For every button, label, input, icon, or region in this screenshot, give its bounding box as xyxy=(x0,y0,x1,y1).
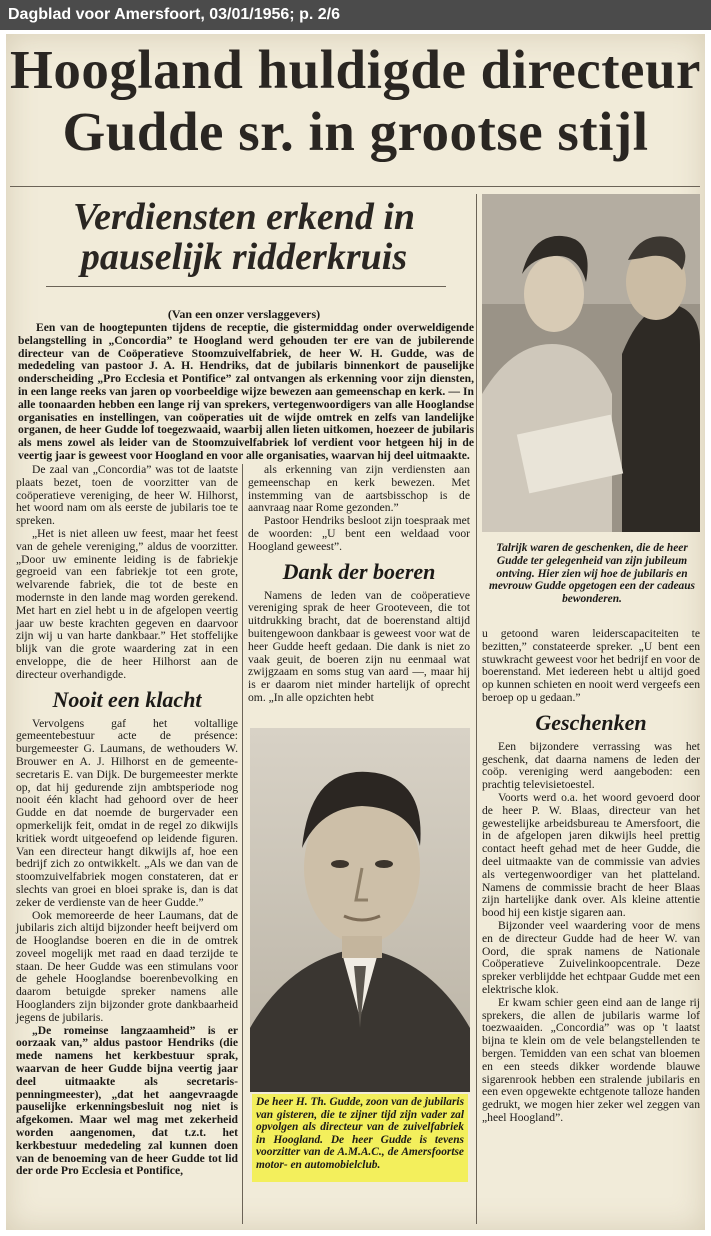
col3-heading: Geschenken xyxy=(535,709,647,735)
col2-paragraph: Pastoor Hendriks besloot zijn toespraak met de woorden: „U bent een weldaad voor Hoogland geweest”. xyxy=(248,514,470,553)
col1-paragraph: „Het is niet alleen uw feest, maar het feest van de gehele vereniging,” aldus de voorzitter. „Door uw eminente leiding is de fabriekje gegroeid van een fabriekje tot een grote, welvarende fabriek, die tot de beste en modernste in den lande mag worden gerekend. Met hart en ziel hebt u in de afgelopen veertig jaar uw beste krachten gegeven en daarvoor zijn wij u van harte dankbaar.” Het stoffelijke blijk van die grote waardering zat in een enveloppe, die de heer Hilhorst aan de directeur overhandigde. xyxy=(16,526,238,681)
col2-paragraph: als erkenning van zijn verdiensten aan gemeenschap en kerk bewezen. Met instemming van de aartsbisschop is de aanvraag naar Rome gezonden.” xyxy=(248,463,470,515)
column-1 xyxy=(16,464,238,1178)
col1-paragraph: Ook memoreerde de heer Laumans, dat de jubilaris zich altijd bijzonder heeft beijverd om de Hooglandse boeren en die in de omtrek zoveel mogelijk met raad en daad terzijde te staan. De heer Gudde was een stimulans voor de gehele Hooglandse boerenbevolking en daarom betuigde spreker namens alle Hooglanders zijn bijzonder grote dankbaarheid jegens de jubilaris. xyxy=(16,908,238,1024)
portrait-illustration xyxy=(250,728,470,1092)
column-2 xyxy=(248,464,470,705)
col2-paragraph: Namens de leden van de coöperatieve vereniging sprak de heer Grooteveen, die tot uitdrukking bracht, dat de boerenstand altijd buitengewoon dankbaar is geweest voor wat de heer Gudde heeft gedaan. Die dank is niet zo vaak geuit, de boeren zijn nu eenmaal wat zwijgzaam en soms stug van aard —, maar hij is er daarom niet minder hartelijk of oprecht om. „In alle opzichten hebt xyxy=(248,588,470,704)
col1-paragraph: „De romeinse langzaamheid” is er oorzaak van,” aldus pastoor Hendriks (die mede namens het kerkbestuur sprak, waarvan de heer Gudde bijna veertig jaar deel uitmaakte als secretaris-penningmeester), „dat het aangevraagde pauselijke erkenningsbesluit nog niet is afgekomen. Maar wel mag met zekerheid worden aangenomen, dat t.z.t. het kerkbestuur mededeling zal kunnen doen van de benoeming van de heer Gudde tot lid der orde Pro Ecclesia et Pontifice, xyxy=(16,1023,238,1178)
col3-paragraph: Bijzonder veel waardering voor de mens en de directeur Gudde had de heer W. van Oord, die sprak namens de Nationale Coöperatieve Zuivelinkoopcentrale. Deze spreker verblijdde het echtpaar Gudde met een elektrische klok. xyxy=(482,918,700,996)
col3-paragraph: Voorts werd o.a. het woord gevoerd door de heer P. W. Blaas, directeur van het gewestelijke arbeidsbureau te Amersfoort, die in de afgelopen jaren dikwijls heel prettig contact heeft gehad met de heer Gudde, die deel uitmaakte van de commissie van advies als vertegenwoordiger van het platteland. Namens de commissie bracht de heer Blaas zijn hartelijke dank over. Als kleine attentie bood hij een kistje sigaren aan. xyxy=(482,790,700,920)
portrait-photo xyxy=(250,728,470,1092)
couple-photo xyxy=(482,194,700,532)
col3-paragraph: u getoond waren leiderscapaciteiten te bezitten,” constateerde spreker. „U bent een stuwkracht geweest voor het bedrijf en voor de boerenstand. Met iedereen hebt u altijd goed op kunnen schieten en nooit werd vergeefs een beroep op u gedaan.” xyxy=(482,627,700,704)
column-rule-2 xyxy=(476,194,477,1224)
headline-line-2: Gudde sr. in grootse stijl xyxy=(62,101,649,162)
newspaper-clipping xyxy=(6,34,705,1230)
subhead-line-2: pauselijk ridderkruis xyxy=(80,236,408,278)
col1-paragraph: De zaal van „Concordia” was tot de laatste plaats bezet, toen de voorzitter van de coöperatieve vereniging, de heer W. Hilhorst, het woord nam om als eerste de jubilaris toe te spreken. xyxy=(16,463,238,528)
source-title-bar: Dagblad voor Amersfoort, 03/01/1956; p. 2/6 xyxy=(0,0,711,30)
byline: (Van een onzer verslaggevers) xyxy=(167,307,321,321)
headline-line-1: Hoogland huldigde directeur xyxy=(10,39,701,100)
couple-illustration xyxy=(482,194,700,532)
headline-rule xyxy=(10,186,700,187)
portrait-caption: De heer H. Th. Gudde, zoon van de jubilaris van gisteren, die te zijner tijd zijn vader zal opvolgen als directeur van de zuivelfabriek in Hoogland. De heer Gudde is tevens voorzitter van de A.M.A.C., de Amersfoortse motor- en automobielclub. xyxy=(252,1094,468,1182)
column-3 xyxy=(482,628,700,1125)
lead-paragraph: Een van de hoogtepunten tijdens de receptie, die gistermiddag onder overweldigende belangstelling in „Concordia” te Hoogland werd gehouden ter ere van de jubilerende directeur van de Coöperatieve Stoomzuivelfabriek, de heer W. H. Gudde, was de mededeling van pastoor J. A. H. Hendriks, dat de jubilaris binnenkort de pauselijke onderscheiding „Pro Ecclesia et Pontifice” zal ontvangen als erkenning voor zijn diensten, in een lange reeks van jaren op voorbeeldige wijze bewezen aan gemeenschap en kerk. — In alle toonaarden hebben een lange rij van sprekers, vertegenwoordigers van alle Hooglandse organisaties en instellingen, van coöperaties uit de wijde omtrek en zelfs van landelijke organen, de heer Gudde lof toegezwaaid, waarbij allen lieten uitkomen, hoezeer de jubilaris als mens zowel als leider van de Stoomzuivelfabriek lof verdient voor hetgeen hij in de veertig jaar is geweest voor Hoogland en voor alle organisaties, waarvan hij deel uitmaakte. xyxy=(18,321,474,462)
col3-paragraph: Een bijzondere verrassing was het geschenk, dat daarna namens de leden der coöp. vereniging werd aangeboden: een prachtig televisietoestel. xyxy=(482,739,700,792)
subhead-line-1: Verdiensten erkend in xyxy=(72,196,416,238)
col1-heading: Nooit een klacht xyxy=(52,686,202,712)
subhead-rule xyxy=(46,286,446,287)
column-rule-1 xyxy=(242,464,243,1224)
couple-caption: Talrijk waren de geschenken, die de heer Gudde ter gelegenheid van zijn jubileum ontving. Hier zien wij hoe de jubilaris en mevrouw Gudde opgetogen een der cadeaus bewonderen. xyxy=(489,542,695,606)
col3-paragraph: Er kwam schier geen eind aan de lange rij sprekers, die allen de jubilaris warme lof toezwaaiden. „Concordia” was op 't laatst bijna te klein om de vele belangstellenden te bergen. Temidden van een schat van bloemen en een steeds dikker wordende blauwe sigarenrook hebben een stralende jubilaris en een even opgewekte echtgenote talloze handen gedrukt, we mogen hier zeker wel zeggen van „heel Hoogland”. xyxy=(482,995,700,1124)
col2-heading: Dank der boeren xyxy=(282,558,436,584)
col1-paragraph: Vervolgens gaf het voltallige gemeentebestuur acte de présence: burgemeester G. Laumans, de wethouders W. Brouwer en A. J. Hilhorst en de gemeente-secretaris E. van Dijk. De burgemeester merkte op, dat hij gedurende zijn ambtsperiode nog nooit één klacht had gehoord over de heer Gudde en dat noemde de burgervader een opmerkelijk feit, omdat in de regel zo dikwijls kritiek wordt uitgeoefend op leidende figuren. Van een directeur hangt dikwijls af, hoe een bedrijf zich zo ontwikkelt. „Als we dan van de stoomzuivelfabriek mogen constateren, dat er slechts van groei en bloei sprake is, dan is dat zeker de verdienste van de heer Gudde.” xyxy=(16,716,238,909)
